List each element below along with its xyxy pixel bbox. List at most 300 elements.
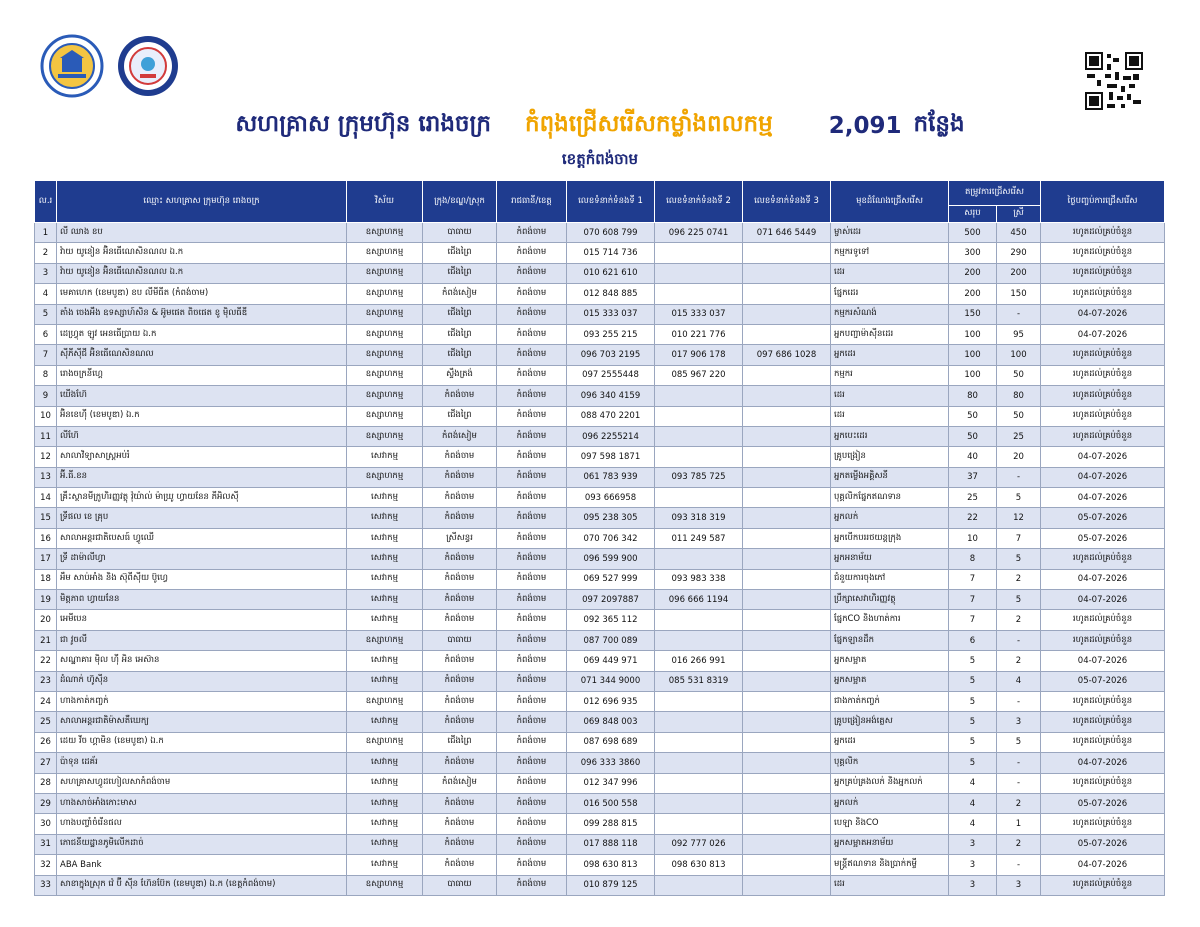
cell-phone2: 096 225 0741 (655, 223, 743, 243)
cell-name: យើងហ៊ែ (57, 386, 347, 406)
cell-province: កំពង់ចាម (497, 549, 567, 569)
cell-phone2: 093 785 725 (655, 467, 743, 487)
cell-position: អ្នកបញ្ជាម៉ាស៊ីនដេរ (831, 324, 949, 344)
table-row (35, 284, 1165, 304)
cell-name: លី ឈាង ខប (57, 223, 347, 243)
cell-district: កំពង់ចាម (423, 467, 497, 487)
cell-phone2 (655, 753, 743, 773)
cell-no: 11 (35, 426, 57, 446)
table-row (35, 426, 1165, 446)
cell-phone1: 010 621 610 (567, 263, 655, 283)
cell-sector: សេវាកម្ម (347, 671, 423, 691)
title-unit: កន្លែង (913, 110, 965, 137)
cell-deadline: រហូតដល់គ្រប់ចំនួន (1041, 284, 1165, 304)
cell-total: 50 (949, 406, 997, 426)
cell-phone1: 017 888 118 (567, 834, 655, 854)
cell-deadline: រហូតដល់គ្រប់ចំនួន (1041, 773, 1165, 793)
cell-province: កំពង់ចាម (497, 691, 567, 711)
cell-deadline: រហូតដល់គ្រប់ចំនួន (1041, 712, 1165, 732)
cell-position: បុគ្គលិក (831, 753, 949, 773)
cell-sector: ឧស្សាហកម្ម (347, 426, 423, 446)
cell-phone1: 088 470 2201 (567, 406, 655, 426)
cell-name: សណ្ឋាគារ ម៉ិល ហ៊ី អិន អេស៊ាន (57, 651, 347, 671)
cell-phone2 (655, 284, 743, 304)
cell-sector: សេវាកម្ម (347, 447, 423, 467)
cell-female: - (997, 630, 1041, 650)
cell-phone1: 069 848 003 (567, 712, 655, 732)
cell-name: អ៊ី.ធី.ខន (57, 467, 347, 487)
cell-position: អ្នកសម្អាត (831, 651, 949, 671)
cell-phone3 (743, 569, 831, 589)
col-total: សរុប (949, 206, 997, 223)
col-position: មុខដំណែងជ្រើសរើស (831, 181, 949, 223)
cell-province: កំពង់ចាម (497, 406, 567, 426)
cell-district: កំពង់ចាម (423, 651, 497, 671)
cell-phone1: 016 500 558 (567, 793, 655, 813)
cell-no: 14 (35, 488, 57, 508)
cell-position: បុគ្គលិកផ្នែកឥណទាន (831, 488, 949, 508)
cell-name: ហាងកាត់កញ្ចក់ (57, 691, 347, 711)
cell-district: កំពង់ចាម (423, 488, 497, 508)
cell-name: ជា វូចលី (57, 630, 347, 650)
cell-name: អ៊ិនខេហ៊ី (ខេមបូឌា) ឯ.ក (57, 406, 347, 426)
cell-sector: ឧស្សាហកម្ម (347, 263, 423, 283)
cell-sector: ឧស្សាហកម្ម (347, 875, 423, 895)
cell-phone3 (743, 773, 831, 793)
cell-phone2 (655, 814, 743, 834)
cell-total: 3 (949, 875, 997, 895)
cell-sector: ឧស្សាហកម្ម (347, 284, 423, 304)
cell-position: ប្រឹក្សាសេវាហិរញ្ញវត្ថុ (831, 590, 949, 610)
cell-district: កំពង់ចាម (423, 793, 497, 813)
cell-phone3 (743, 324, 831, 344)
cell-sector: ឧស្សាហកម្ម (347, 406, 423, 426)
cell-phone3 (743, 263, 831, 283)
cell-phone3 (743, 284, 831, 304)
cell-no: 18 (35, 569, 57, 589)
cell-phone1: 087 700 089 (567, 630, 655, 650)
cell-name: សាលាអន្តរជាតិបេសធ៍ ហ្វូឈើ (57, 528, 347, 548)
cell-no: 31 (35, 834, 57, 854)
cell-district: កំពង់សៀម (423, 426, 497, 446)
cell-deadline: 05-07-2026 (1041, 793, 1165, 813)
cell-district: កំពង់ចាម (423, 691, 497, 711)
cell-total: 4 (949, 793, 997, 813)
cell-no: 30 (35, 814, 57, 834)
cell-district: បាធាយ (423, 223, 497, 243)
cell-total: 4 (949, 773, 997, 793)
table-row (35, 467, 1165, 487)
cell-female: - (997, 855, 1041, 875)
cell-phone3 (743, 691, 831, 711)
cell-phone2 (655, 773, 743, 793)
cell-province: កំពង់ចាម (497, 753, 567, 773)
cell-female: - (997, 773, 1041, 793)
table-row (35, 875, 1165, 895)
cell-name: ហាងបញ្ចាំចំរើនផល (57, 814, 347, 834)
cell-district: បាធាយ (423, 875, 497, 895)
cell-phone3 (743, 304, 831, 324)
cell-female: 2 (997, 834, 1041, 854)
cell-position: អ្នកបេះដេរ (831, 426, 949, 446)
cell-province: កំពង់ចាម (497, 447, 567, 467)
cell-name: វ៉ាយ យូនៀន អ៊ិនធើណេសិនណល ឯ.ក (57, 243, 347, 263)
cell-phone2 (655, 712, 743, 732)
cell-deadline: រហូតដល់គ្រប់ចំនួន (1041, 263, 1165, 283)
cell-phone2 (655, 488, 743, 508)
cell-province: កំពង់ចាម (497, 243, 567, 263)
cell-phone3 (743, 875, 831, 895)
cell-no: 28 (35, 773, 57, 793)
cell-no: 17 (35, 549, 57, 569)
cell-name: វ៉ាយ យូនៀន អ៊ិនធើណេសិនណល ឯ.ក (57, 263, 347, 283)
cell-sector: ឧស្សាហកម្ម (347, 691, 423, 711)
cell-total: 7 (949, 569, 997, 589)
cell-sector: ឧស្សាហកម្ម (347, 223, 423, 243)
cell-name: ហាងសាច់អាំងកោះមាស (57, 793, 347, 813)
cell-phone1: 015 714 736 (567, 243, 655, 263)
cell-no: 16 (35, 528, 57, 548)
cell-total: 200 (949, 284, 997, 304)
cell-sector: ឧស្សាហកម្ម (347, 732, 423, 752)
cell-district: ជើងព្រៃ (423, 243, 497, 263)
cell-phone2: 010 221 776 (655, 324, 743, 344)
cell-female: 2 (997, 610, 1041, 630)
cell-province: កំពង់ចាម (497, 671, 567, 691)
cell-phone2: 098 630 813 (655, 855, 743, 875)
cell-phone3 (743, 488, 831, 508)
col-district: ក្រុង/ខណ្ឌ/ស្រុក (423, 181, 497, 223)
cell-district: ជើងព្រៃ (423, 732, 497, 752)
cell-deadline: រហូតដល់គ្រប់ចំនួន (1041, 406, 1165, 426)
cell-phone1: 010 879 125 (567, 875, 655, 895)
table-row (35, 590, 1165, 610)
cell-phone2 (655, 426, 743, 446)
table-row (35, 732, 1165, 752)
table-row (35, 671, 1165, 691)
cell-total: 3 (949, 855, 997, 875)
table-row (35, 773, 1165, 793)
cell-phone1: 069 527 999 (567, 569, 655, 589)
cell-position: គ្រូបង្រៀនអង់គ្លេស (831, 712, 949, 732)
cell-phone1: 096 2255214 (567, 426, 655, 446)
cell-deadline: 04-07-2026 (1041, 304, 1165, 324)
cell-name: ដេយ វីច ហ្គាមិន (ខេមបូឌា) ឯ.ក (57, 732, 347, 752)
cell-phone3 (743, 793, 831, 813)
cell-sector: ឧស្សាហកម្ម (347, 630, 423, 650)
cell-position: អ្នកបើកបររថយន្តក្រុង (831, 528, 949, 548)
cell-province: កំពង់ចាម (497, 855, 567, 875)
cell-female: - (997, 467, 1041, 487)
cell-deadline: រហូតដល់គ្រប់ចំនួន (1041, 814, 1165, 834)
cell-no: 1 (35, 223, 57, 243)
cell-no: 8 (35, 365, 57, 385)
cell-phone2: 015 333 037 (655, 304, 743, 324)
cell-phone2 (655, 793, 743, 813)
cell-district: កំពង់ចាម (423, 834, 497, 854)
table-row (35, 488, 1165, 508)
cell-position: អ្នកតម្លើងអគ្គិសនី (831, 467, 949, 487)
cell-province: កំពង់ចាម (497, 793, 567, 813)
table-row (35, 651, 1165, 671)
cell-phone2: 096 666 1194 (655, 590, 743, 610)
cell-deadline: រហូតដល់គ្រប់ចំនួន (1041, 610, 1165, 630)
cell-name: អឹម សាប់អាំង និង ស៊ុពីស៊ីយ ប៊ូហ្វេ (57, 569, 347, 589)
job-vacancy-table (34, 180, 1165, 896)
cell-province: កំពង់ចាម (497, 590, 567, 610)
cell-sector: សេវាកម្ម (347, 712, 423, 732)
cell-total: 22 (949, 508, 997, 528)
cell-no: 26 (35, 732, 57, 752)
cell-position: កម្មករ (831, 365, 949, 385)
cell-no: 2 (35, 243, 57, 263)
cell-phone1: 097 2097887 (567, 590, 655, 610)
cell-district: កំពង់ចាម (423, 508, 497, 528)
cell-name: លីហ៊ែ (57, 426, 347, 446)
cell-position: អ្នកសម្អាតអនាម័យ (831, 834, 949, 854)
cell-no: 3 (35, 263, 57, 283)
cell-deadline: 04-07-2026 (1041, 569, 1165, 589)
cell-no: 33 (35, 875, 57, 895)
cell-phone1: 015 333 037 (567, 304, 655, 324)
cell-sector: ឧស្សាហកម្ម (347, 243, 423, 263)
cell-deadline: រហូតដល់គ្រប់ចំនួន (1041, 365, 1165, 385)
cell-phone3 (743, 508, 831, 528)
cell-name: ទ្រីផល ខេ គ្រុប (57, 508, 347, 528)
cell-position: បេឡា និងCO (831, 814, 949, 834)
cell-phone1: 061 783 939 (567, 467, 655, 487)
cell-female: 25 (997, 426, 1041, 446)
cell-female: 2 (997, 651, 1041, 671)
cell-position: មន្ត្រីឥណទាន និងប្រាក់កម្ចី (831, 855, 949, 875)
cell-district: កំពង់ចាម (423, 386, 497, 406)
cell-female: 50 (997, 365, 1041, 385)
table-row (35, 691, 1165, 711)
cell-phone2: 085 531 8319 (655, 671, 743, 691)
cell-phone1: 012 696 935 (567, 691, 655, 711)
cell-province: កំពង់ចាម (497, 528, 567, 548)
cell-total: 500 (949, 223, 997, 243)
cell-no: 10 (35, 406, 57, 426)
cell-deadline: 04-07-2026 (1041, 590, 1165, 610)
cell-no: 15 (35, 508, 57, 528)
cell-female: 12 (997, 508, 1041, 528)
cell-female: 1 (997, 814, 1041, 834)
cell-deadline: រហូតដល់គ្រប់ចំនួន (1041, 426, 1165, 446)
cell-sector: សេវាកម្ម (347, 549, 423, 569)
cell-phone1: 096 703 2195 (567, 345, 655, 365)
cell-position: អ្នកលក់ (831, 793, 949, 813)
cell-sector: ឧស្សាហកម្ម (347, 467, 423, 487)
cell-province: កំពង់ចាម (497, 426, 567, 446)
cell-female: 200 (997, 263, 1041, 283)
cell-district: កំពង់សៀម (423, 773, 497, 793)
cell-phone1: 069 449 971 (567, 651, 655, 671)
cell-sector: ឧស្សាហកម្ម (347, 345, 423, 365)
cell-district: ជើងព្រៃ (423, 304, 497, 324)
cell-deadline: 05-07-2026 (1041, 834, 1165, 854)
cell-female: 50 (997, 406, 1041, 426)
cell-total: 200 (949, 263, 997, 283)
cell-name: សាលាអន្តរជាតិម៉ាសតឺឃេក្យ (57, 712, 347, 732)
cell-province: កំពង់ចាម (497, 712, 567, 732)
cell-sector: សេវាកម្ម (347, 651, 423, 671)
cell-no: 19 (35, 590, 57, 610)
cell-deadline: រហូតដល់គ្រប់ចំនួន (1041, 223, 1165, 243)
cell-position: អ្នកដេរ (831, 345, 949, 365)
cell-no: 12 (35, 447, 57, 467)
cell-province: កំពង់ចាម (497, 467, 567, 487)
cell-name: មេគាហេក (ខេមបូឌា) ខប លីមីធីត (កំពង់ចាម) (57, 284, 347, 304)
cell-province: កំពង់ចាម (497, 223, 567, 243)
cell-sector: សេវាកម្ម (347, 610, 423, 630)
title-enterprises: សហគ្រាស ក្រុមហ៊ុន រោងចក្រ (235, 110, 491, 137)
cell-total: 100 (949, 345, 997, 365)
cell-phone1: 087 698 689 (567, 732, 655, 752)
cell-phone1: 070 706 342 (567, 528, 655, 548)
table-row (35, 814, 1165, 834)
cell-phone1: 012 848 885 (567, 284, 655, 304)
cell-deadline: រហូតដល់គ្រប់ចំនួន (1041, 875, 1165, 895)
cell-position: ម្ចាស់ដេរ (831, 223, 949, 243)
cell-female: 5 (997, 488, 1041, 508)
cell-female: 450 (997, 223, 1041, 243)
cell-total: 80 (949, 386, 997, 406)
table-row (35, 528, 1165, 548)
cell-sector: សេវាកម្ម (347, 569, 423, 589)
cell-sector: សេវាកម្ម (347, 793, 423, 813)
title-count: 2,091 (828, 113, 902, 139)
table-row (35, 243, 1165, 263)
cell-phone2 (655, 386, 743, 406)
cell-no: 29 (35, 793, 57, 813)
col-female: ស្រី (997, 206, 1041, 223)
cell-sector: សេវាកម្ម (347, 488, 423, 508)
cell-phone3 (743, 467, 831, 487)
cell-name: ដេហ្វ្រុត ឡូវ អេនធើប្រាយ ឯ.ក (57, 324, 347, 344)
cell-position: ដេរ (831, 875, 949, 895)
cell-position: ផ្នែកឡានដឹក (831, 630, 949, 650)
cell-phone3 (743, 447, 831, 467)
cell-female: 5 (997, 549, 1041, 569)
cell-phone3 (743, 365, 831, 385)
col-need-group: តម្រូវការជ្រើសរើស (949, 181, 1041, 206)
cell-no: 32 (35, 855, 57, 875)
cell-total: 10 (949, 528, 997, 548)
cell-phone3 (743, 528, 831, 548)
cell-female: - (997, 753, 1041, 773)
table-row (35, 508, 1165, 528)
cell-phone1: 097 598 1871 (567, 447, 655, 467)
cell-phone3 (743, 386, 831, 406)
cell-deadline: 04-07-2026 (1041, 324, 1165, 344)
cell-total: 40 (949, 447, 997, 467)
cell-name: រោងចក្រនីហ្គេ (57, 365, 347, 385)
cell-name: ទ្រី ដាម៉ាលីហ្វា (57, 549, 347, 569)
cell-sector: សេវាកម្ម (347, 814, 423, 834)
cell-no: 20 (35, 610, 57, 630)
cell-phone2 (655, 263, 743, 283)
cell-phone3 (743, 814, 831, 834)
cell-province: កំពង់ចាម (497, 284, 567, 304)
cell-female: - (997, 691, 1041, 711)
cell-female: 2 (997, 569, 1041, 589)
cell-phone2 (655, 691, 743, 711)
table-row (35, 447, 1165, 467)
cell-no: 9 (35, 386, 57, 406)
cell-position: អ្នកអនាម័យ (831, 549, 949, 569)
cell-sector: ឧស្សាហកម្ម (347, 304, 423, 324)
cell-position: កម្មករសំណង់ (831, 304, 949, 324)
cell-phone1: 071 344 9000 (567, 671, 655, 691)
cell-female: 2 (997, 793, 1041, 813)
cell-female: 150 (997, 284, 1041, 304)
cell-province: កំពង់ចាម (497, 569, 567, 589)
cell-total: 6 (949, 630, 997, 650)
cell-phone3 (743, 406, 831, 426)
table-row (35, 793, 1165, 813)
cell-total: 5 (949, 732, 997, 752)
cell-female: 80 (997, 386, 1041, 406)
table-row (35, 345, 1165, 365)
cell-phone2 (655, 630, 743, 650)
col-phone3: លេខទំនាក់ទំនងទី 3 (743, 181, 831, 223)
cell-deadline: 04-07-2026 (1041, 651, 1165, 671)
cell-district: ស្រីសន្ធរ (423, 528, 497, 548)
cell-position: កម្មករទូទៅ (831, 243, 949, 263)
cell-total: 4 (949, 814, 997, 834)
cell-province: កំពង់ចាម (497, 610, 567, 630)
cell-deadline: រហូតដល់គ្រប់ចំនួន (1041, 549, 1165, 569)
cell-position: ផ្នែកដេរ (831, 284, 949, 304)
cell-no: 24 (35, 691, 57, 711)
cell-province: កំពង់ចាម (497, 508, 567, 528)
cell-position: អ្នកគ្រប់គ្រងលក់ និងអ្នកលក់ (831, 773, 949, 793)
cell-total: 8 (949, 549, 997, 569)
cell-phone1: 012 347 996 (567, 773, 655, 793)
cell-phone3 (743, 426, 831, 446)
cell-phone1: 092 365 112 (567, 610, 655, 630)
cell-total: 5 (949, 712, 997, 732)
table-row (35, 406, 1165, 426)
cell-province: កំពង់ចាម (497, 304, 567, 324)
cell-total: 150 (949, 304, 997, 324)
table-row (35, 304, 1165, 324)
cell-province: កំពង់ចាម (497, 365, 567, 385)
cell-phone2 (655, 243, 743, 263)
cell-position: អ្នកសម្អាត (831, 671, 949, 691)
cell-phone2: 093 983 338 (655, 569, 743, 589)
cell-district: កំពង់ចាម (423, 855, 497, 875)
page-title (0, 108, 1200, 144)
cell-no: 4 (35, 284, 57, 304)
cell-deadline: រហូតដល់គ្រប់ចំនួន (1041, 691, 1165, 711)
cell-phone2: 093 318 319 (655, 508, 743, 528)
cell-deadline: រហូតដល់គ្រប់ចំនួន (1041, 630, 1165, 650)
cell-province: កំពង់ចាម (497, 324, 567, 344)
cell-district: កំពង់ចាម (423, 814, 497, 834)
cell-phone2: 017 906 178 (655, 345, 743, 365)
cell-position: អ្នកដេរ (831, 732, 949, 752)
cell-deadline: រហូតដល់គ្រប់ចំនួន (1041, 386, 1165, 406)
cell-position: ដេរ (831, 406, 949, 426)
cell-total: 3 (949, 834, 997, 854)
cell-position: គ្រូបង្រៀន (831, 447, 949, 467)
cell-female: 5 (997, 732, 1041, 752)
cell-name: ប៉ាទុន ដេគ័រ (57, 753, 347, 773)
cell-position: អ្នកលក់ (831, 508, 949, 528)
cell-phone2: 092 777 026 (655, 834, 743, 854)
